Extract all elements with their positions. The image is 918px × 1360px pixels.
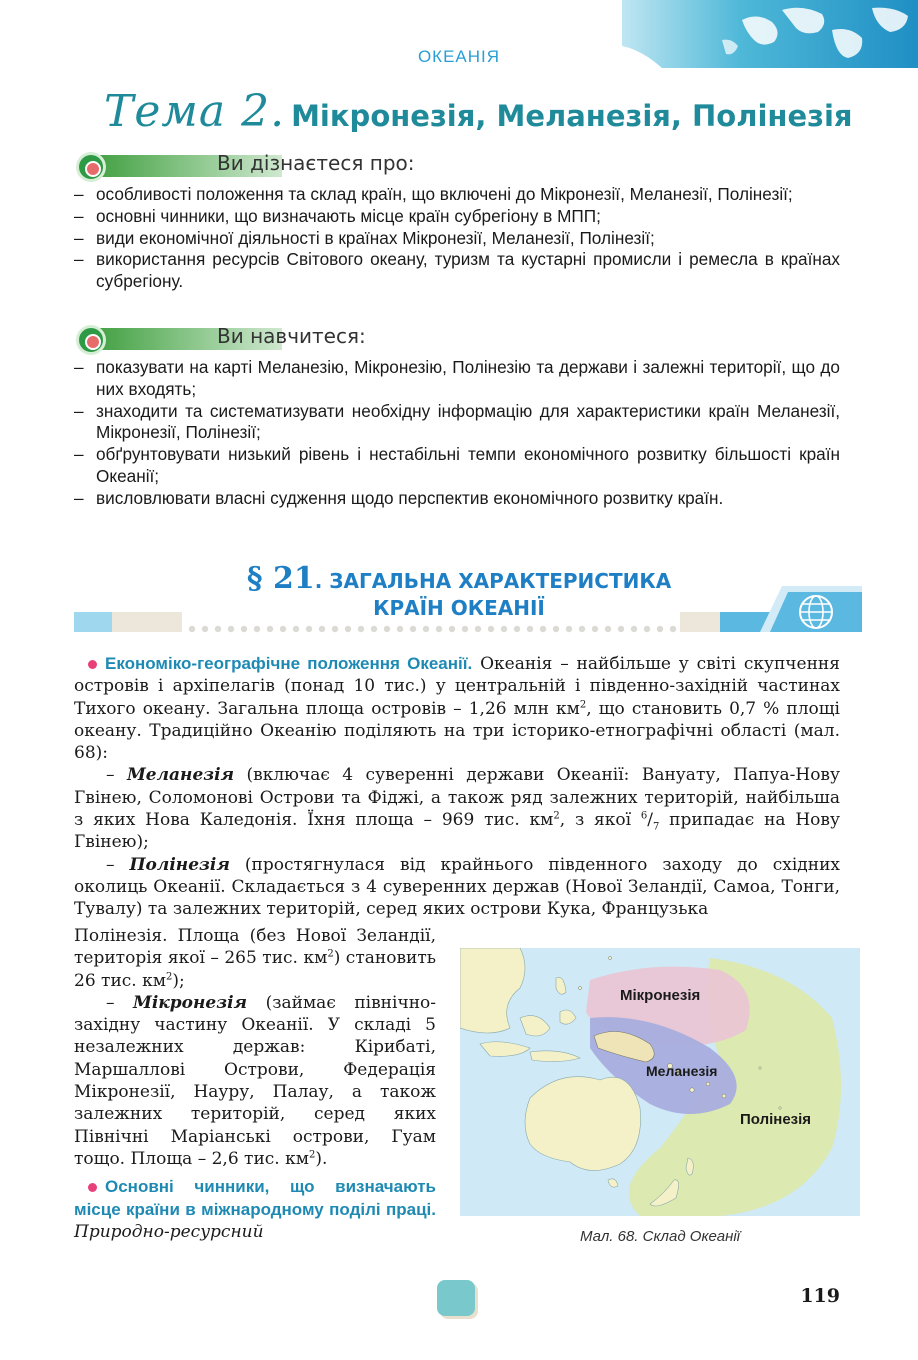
paragraph-position: Економіко-географічне положення Океанії. Океанія – найбільше у світі скупчення островів і архіпелагів (понад 10 тис.) у центральній і південно-західній частинах Тихого океану. Загальна площа островів – 1,26 млн $км^2$, що становить 0,7 % площі океану. Традиційно Океанію поділяють на три історико-етнографічні області (мал. 68): [74,654,840,764]
paragraph-micronesia: – Мікронезія (займає північно-західну частину Океанії. У складі 5 незалежних держав: Кірибаті, Маршаллові Острови, Федерація Мікронезії, Науру, Палау, а також залежних територій, серед яких Північні Маріанські острови, Гуам тощо. Площа – 2,6 тис. $км^2$). [74,992,436,1169]
subheading-factors: Основні чинники, що визначають місце країни в міжнародному поділі праці. [74,1177,436,1219]
label-micronesia: Мікронезія [620,987,701,1004]
paragraph-melanesia: – Меланезія (включає 4 суверенні держави Океанії: Вануату, Папуа-Нову Гвінею, Соломонові Острови та Фіджі, а також ряд залежних територій, найбільша з яких Нова Каледонія. Їхня площа – 969 тис. $км^2$, з якої $^6/_7$ припадає на Нову Гвінею); [74,765,841,853]
learn-to-header [76,325,436,353]
oceania-map [460,948,860,1216]
list-item: – висловлювати власні судження щодо перспектив економічного розвитку країн. [74,487,724,508]
page-number: 119 [800,1285,840,1307]
term-micronesia: Мікронезія [133,992,248,1013]
paragraph-polynesia: – Полінезія (простягнулася від крайнього південного заходу до східних околиць Океанії. Складається з 4 суверенних держав (Нової Зеландії, Самоа, Тонги, Тувалу) та залежних територій, серед яких острови Кука, Французька [74,854,840,920]
list-item: – особливості положення та склад країн, що включені до Мікронезії, Меланезії, Полінезії; [74,184,793,204]
body-text-full [74,653,840,921]
pink-bullet-icon [88,660,97,669]
topic-title [104,86,853,137]
figure-caption: Мал. 68. Склад Океанії [579,1228,740,1245]
list-item: – основні чинники, що визначають місце країн субрегіону в МПП; [74,205,601,226]
learn-to-label: Ви навчитеся: [217,324,366,348]
globe-icon [760,580,862,632]
label-melanesia: Меланезія [646,1063,718,1079]
page-tab-decoration [437,1280,475,1316]
term-polynesia: Полінезія [129,854,230,875]
target-icon [76,152,106,182]
pink-bullet-icon [88,1183,97,1192]
list-item: – види економічної діяльності в країнах Мікронезії, Меланезії, Полінезії; [74,227,655,248]
term-melanesia: Меланезія [126,765,235,786]
paragraph-polynesia-cont: Полінезія. Площа (без Нової Зеландії, територія якої – 265 тис. $км^2$) становить 26 тис. $км^2$); [74,926,437,991]
learn-about-header [76,152,436,180]
running-head: ОКЕАНІЯ [417,47,501,66]
target-icon [76,325,106,355]
list-item: – використання ресурсів Світового океану, туризм та кустарні промисли і ремесла в країнах субрегіону. [74,249,840,292]
learn-to-list [74,357,840,510]
section-number: § 21 [246,561,315,596]
section-title-line2: КРАЇН ОКЕАНІЇ [373,596,545,620]
label-polynesia: Полінезія [740,1111,812,1128]
body-text-column [74,925,436,1243]
list-item: – обґрунтовувати низький рівень і нестабільні темпи економічного розвитку більшості країн Океанії; [74,444,840,486]
list-item: – знаходити та систематизувати необхідну інформацію для характеристики країн Меланезії, Мікронезії, Полінезії; [74,400,840,443]
list-item: – показувати на карті Меланезію, Мікронезію, Полінезію та держави і залежні території, що до них входять; [74,357,840,399]
paragraph-factors: Основні чинники, що визначають місце країни в міжнародному поділі праці. Природно-ресурсний [74,1177,436,1242]
oceania-map-svg [460,948,860,1216]
section-title-line1: . ЗАГАЛЬНА ХАРАКТЕРИСТИКА [314,569,672,593]
topic-label: Тема 2. [104,86,286,137]
learn-about-list [74,184,840,293]
section-divider [74,612,860,636]
topic-name: Мікронезія, Меланезія, Полінезія [291,99,853,133]
subheading-position: Економіко-географічне положення Океанії. [105,654,473,673]
learn-about-label: Ви дізнаєтеся про: [217,151,415,175]
